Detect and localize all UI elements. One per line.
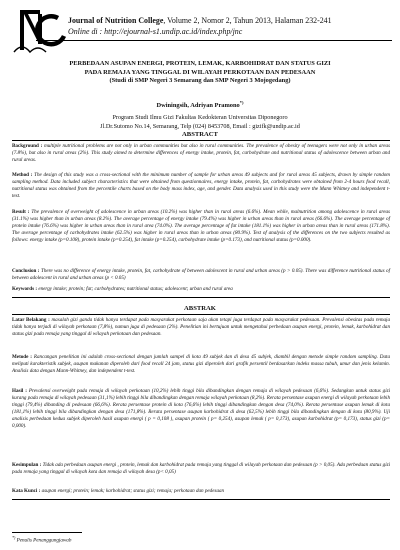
abstrak-conclusion [12,462,390,476]
abstract-top-rule [12,140,390,141]
title-line-3: (Studi di SMP Negeri 3 Semarang dan SMP Negeri 3 Mojogedang) [109,77,291,85]
latar-belakang-text: masalah gizi ganda tidak hanya terdapat pada masyarakat perkotaan saja akan tetapi juga terdapat pada masyarakat pedesaan. Prevalensi obesitas pada remaja tidak hanya terjadi di wilayah perkotaan (7,8%), namun juga di pedesaan (2%). Penelitian ini bertujuan untuk mengetahui perbedaan asupan energi, protein, lemak, karbohidrat dan status gizi pada remaja yang tinggal di wilayah perkotaan dan pedesaan. [12,317,391,338]
abstract-bottom-rule [12,297,390,298]
author-list [0,100,400,109]
footnote [12,535,71,544]
footnote-text: Penulis Penanggungjawab [16,537,72,544]
metode-label: Metode : [12,354,32,360]
footnote-rule [12,532,82,533]
hasil-text: Prevalensi overweight pada remaja di wilayah perkotaan (10,2%) lebih tinggi bila dibandingkan dengan remaja di wilayah pedesaan (6,6%). Sedangkan untuk status gizi kurang pada remaja di wilayah pedesaan (31,1%) lebih tinggi bila dibandingkan dengan remaja wilayah perkotaan (8,2%). Rerata persentase asupan energi di wilayah perkotaan lebih tinggi (79,4%) dibanding di pedesaan (66,6%). Rerata persentase protein di kota (76,6%) lebih tinggi dibandingkan dengan desa (74,0%). Rerata persentase asupan lemak di kota (181,1%) lebih tinggi bila dibandingkan dengan desa (171,8%). Rerata persentase asupan karbohidrat di desa (62,5%) lebih tinggi bila dibandingkan dengan di kota (80,9%). Uji analisis perbedaan kedua subjek diperoleh hasil asupan energi ( p = 0,108 ), asupan protein ( p= 0,254), asupan lemak ( p= 0,173), asupan karbohidrat (p= 0,173), status gizi (p= 0,000). [12,388,391,430]
affiliation [0,114,400,131]
background-label: Background : [12,143,43,149]
jnc-logo-icon [12,6,68,54]
abstract-heading: ABSTRACT [182,131,218,138]
abstrak-bottom-rule [12,499,390,500]
abstrak-result [12,388,390,430]
conclusion-text: There was no difference of energy intake, protein, fat, carbohydrate of between adolescent in rural and urban areas (p > 0.05). There was difference nutritional status of between adolescent in rural and urban areas (p < 0.05) [12,268,390,282]
footnote-mark: *) [12,535,16,540]
authors-text: Dwiningsih, Adriyan Pramono [156,102,240,110]
metode-text: Rancangan penelitian ini adalah cross-sectional dengan jumlah sampel di kota 49 subjek dan di desa 45 subjek, diambil dengan metode simple random sampling. Data meliputi karakteristik subjek, asupan makanan diperoleh dari food recall 24 jam, status gizi diperoleh dari grafik persentil berdasarkan indeks massa tubuh, umur dan jenis kelamin. Analisis data dengan Mann-Whitney, dan independent t-test. [12,354,390,375]
title-line-1: PERBEDAAN ASUPAN ENERGI, PROTEIN, LEMAK, KARBOHIDRAT DAN STATUS GIZI [69,60,331,67]
keywords-label: Keywords : [12,286,38,292]
journal-citation [68,16,394,25]
keywords-text: energy intake; protein; fat; carbohydrates; nutritional status; adolescent; urban and rural area [38,286,233,292]
kata-kunci-label: Kata Kunci : [12,488,41,494]
abstrak-background [12,317,390,338]
abstract-keywords [12,286,390,293]
background-text: multiple nutritional problems are not only in urban communities but also in rural communities. The prevalence of obesity of teenagers were not only in urban areas (7.8%), but also in rural areas (2%). This study aimed to determine differences of energy intake, protein, fat, carbohydrate and nutritional status of adolescence between urban and rural areas. [12,143,391,164]
header-divider [36,40,392,41]
hasil-label: Hasil : [12,388,27,394]
kesimpulan-label: Kesimpulan : [12,462,42,468]
abstrak-heading: ABSTRAK [184,305,216,312]
kesimpulan-text: Tidak ada perbedaan asupan energi , protein, lemak dan karbohidrat pada remaja yang tinggal di wilayah perkotaan dan pedesaan (p > 0,05). Ada perbedaan status gizi pada remaja yang tinggal di wilayah kota dan remaja di wilayah desa (p< 0,05) [12,462,391,476]
kata-kunci-text: asupan energi; protein; lemak; karbohidrat; status gizi; remaja; perkotaan dan pedesaan [41,488,225,494]
result-label: Result : [12,209,30,215]
affiliation-line-2: Jl.Dr.Sutomo No.14, Semarang, Telp (024) 8453708, Email : gizifk@undip.ac.id [100,122,300,130]
journal-meta: , Volume 2, Nomor 2, Tahun 2013, Halaman 232-241 [163,16,332,25]
title-line-2: PADA REMAJA YANG TINGGAL DI WILAYAH PERKOTAAN DAN PEDESAAN [84,68,316,76]
result-text: The prevalence of overweight of adolescence in urban areas (10.2%) was higher than in rural areas (6.6%). Mean while, malnutrition among adolescence in rural areas (31.1%) was higher than in urban areas (8.2%). The average percentage of energy intake (79.4%) was higher in urban areas than in rural areas (66.6%). The average percentage of protein intake (76.6%) was higher in urban areas than in rural area (74.0%). The average percentage of fat intake (181.1%) was higher in urban areas than in rural areas (171.8%). The average percentage of carbohydrates intake (62.5%) was higher in rural areas than in urban areas (80.9%). Test of analysis of the differences on the two subjects resulted as follows: energy intake (p=0.108), protein intake (p=0.254), fat intake (p=0.254), carbohydrate intake (p=0.173), and nutritional status (p=0.000). [12,209,390,244]
online-url[interactable]: Online di : http://ejournal-s1.undip.ac.id/index.php/jnc [68,27,243,36]
method-text: The design of this study was a cross-sectional with the minimum number of sample for urban areas 49 subjects and for rural areas 45 subjects, drawn by simple random sampling method. Data included subject characteristics that were obtained from questionnaires, energy intake, protein, fat, carbohydrates were obtained from 2-4 hours food recall, nutritional status was obtained from the percentile charts based on the body mass index, age, and gender. Data analysis used in this study were the Mann Whitney and independent t-test. [12,172,390,200]
latar-belakang-label: Latar Belakang : [12,317,50,323]
abstract-result [12,209,390,244]
abstrak-method [12,354,390,375]
abstrak-keywords [12,488,390,495]
abstrak-top-rule [12,314,390,315]
method-label: Method : [12,172,33,178]
paper-title [30,60,370,86]
abstract-method [12,172,390,200]
author-mark: *) [239,100,244,105]
abstract-background [12,143,390,164]
affiliation-line-1: Program Studi Ilmu Gizi Fakultas Kedokteran Universitas Diponegoro [112,114,288,121]
journal-name: Journal of Nutrition College [68,16,164,25]
abstract-conclusion [12,268,390,282]
conclusion-label: Conclusion : [12,268,40,274]
